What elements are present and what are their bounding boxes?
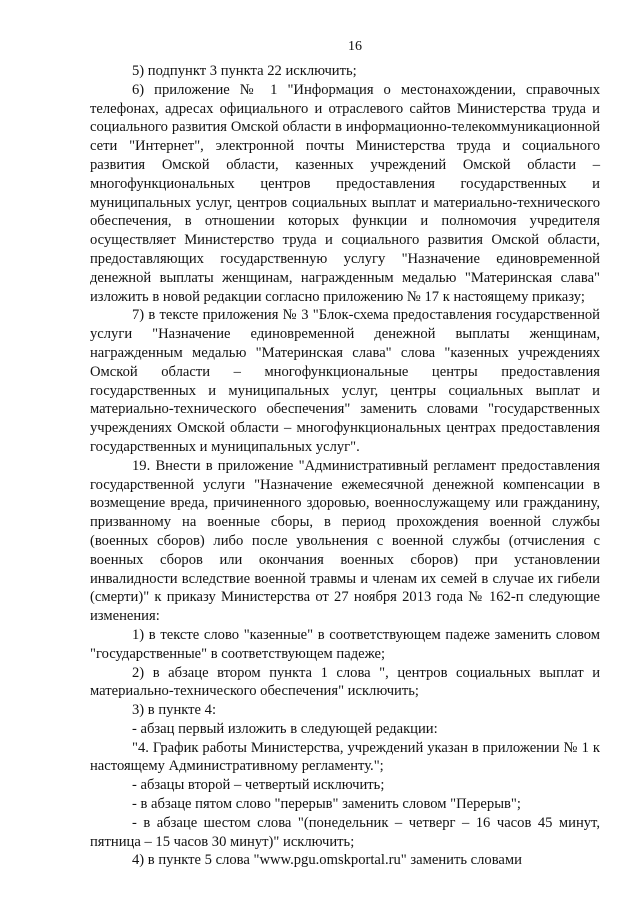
- paragraph-dash-fifth-abzac: - в абзаце пятом слово "перерыв" заменить словом "Перерыв";: [132, 796, 521, 813]
- paragraph-5-exclude: 5) подпункт 3 пункта 22 исключить;: [132, 63, 357, 79]
- paragraph-19-amend-regulation: 19. Внести в приложение "Административный регламент предоставления государственной услуги "Назначение ежемесячной денежной компенсации в возмещение вреда, причиненного здоровью, военнослужащему или гражданину, призванному на военные сборы, в период прохождения военной службы (военных сборов) либо после увольнения с военной службы (отчисления с военных сборов или окончания военных сборов) при установлении инвалидности вследствие военной травмы и членам их семей в случае их гибели (смерти)" к приказу Министерства от 27 ноября 2013 года № 162-п следующие изменения:: [90, 457, 600, 625]
- paragraph-1-replace-word: 1) в тексте слово "казенные" в соответствующем падеже заменить словом "государственные" в соответствующем падеже;: [90, 626, 600, 662]
- paragraph-dash-sixth-abzac: - в абзаце шестом слова "(понедельник – четверг – 16 часов 45 минут, пятница – 15 часов 30 минут)" исключить;: [90, 814, 600, 850]
- paragraph-dash-first-abzac: - абзац первый изложить в следующей редакции:: [132, 720, 438, 737]
- page-number: 16: [348, 39, 362, 54]
- paragraph-6-appendix-1: 6) приложение № 1 "Информация о местонахождении, справочных телефонах, адресах официального и отраслевого сайтов Министерства труда и социального развития Омской области в информационно-телекоммуникационной сети "Интернет", электронной почты Министерства труда и социального развития Омской области, казенных учреждений Омской области – многофункциональных центров предоставления государственных и муниципальных услуг, центров социальных выплат и материально-технического обеспечения, в отношении которых функции и полномочия учредителя осуществляет Министерство труда и социального развития Омской области, предоставляющих государственную услугу "Назначение единовременной денежной выплаты женщинам, награжденным медалью "Материнская слава" изложить в новой редакции согласно приложению № 17 к настоящему приказу;: [90, 81, 600, 305]
- paragraph-dash-exclude-abzacs: - абзацы второй – четвертый исключить;: [132, 777, 385, 794]
- document-body: [90, 62, 600, 870]
- paragraph-4-point-5: 4) в пункте 5 слова "www.pgu.omskportal.ru" заменить словами: [132, 852, 522, 869]
- paragraph-2-exclude-words: 2) в абзаце втором пункта 1 слова ", центров социальных выплат и материально-технического обеспечения" исключить;: [90, 664, 600, 700]
- paragraph-3-point-4: 3) в пункте 4:: [132, 702, 217, 719]
- paragraph-new-text-point-4: "4. График работы Министерства, учреждений указан в приложении № 1 к настоящему Административному регламенту.";: [90, 739, 600, 775]
- paragraph-7-appendix-3: 7) в тексте приложения № 3 "Блок-схема предоставления государственной услуги "Назначение единовременной денежной выплаты женщинам, награжденным медалью "Материнская слава" слова "казенных учреждениях Омской области – многофункциональные центры предоставления государственных и муниципальных услуг, центры социальных выплат и материально-технического обеспечения" заменить словами "государственных учреждениях Омской области – многофункциональных центрах предоставления государственных и муниципальных услуг".: [90, 307, 600, 455]
